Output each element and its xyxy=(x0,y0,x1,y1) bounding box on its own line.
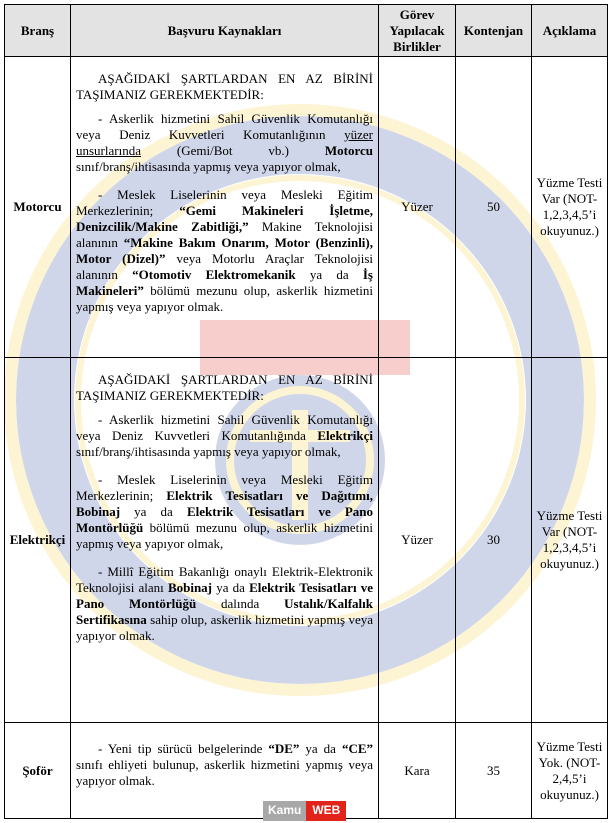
gorev-cell: Yüzer xyxy=(379,57,456,358)
recruitment-table xyxy=(4,4,608,819)
requirement-item: - Askerlik hizmetini Sahil Güvenlik Komutanlığı veya Deniz Kuvvetleri Komutanlığında Elektrikçi sınıf/branş/ihtisasında yapmış veya yapıyor olmak, xyxy=(76,412,373,459)
gorev-cell: Kara xyxy=(379,723,456,819)
requirement-item: - Meslek Liselerinin veya Mesleki Eğitim Merkezlerinin; Elektrik Tesisatları ve Dağıtımı, Bobinaj ya da Elektrik Tesisatları ve Pano Montörlüğü bölümü mezunu olup, askerlik hizmetini yapmış veya yapıyor olmak, xyxy=(76,472,374,551)
requirement-item: - Millî Eğitim Bakanlığı onaylı Elektrik-Elektronik Teknolojisi alanı Bobinaj ya da Elektrik Tesisatları ve Pano Montörlüğü dalında Ustalık/Kalfalık Sertifikasına sahip olup, askerlik hizmetini yapmış veya yapıyor olmak. xyxy=(76,564,374,643)
table-row-motorcu xyxy=(5,57,608,358)
header-basvuru-kaynaklari: Başvuru Kaynakları xyxy=(71,5,379,57)
header-brans: Branş xyxy=(5,5,71,57)
brans-cell: Motorcu xyxy=(5,57,71,358)
header-aciklama: Açıklama xyxy=(532,5,608,57)
aciklama-cell: Yüzme Testi Var (NOT-1,2,3,4,5’i okuyunuz.) xyxy=(532,358,608,723)
kontenjan-cell: 30 xyxy=(456,358,532,723)
header-gorev-yapilacak-birlikler: Görev Yapılacak Birlikler xyxy=(379,5,456,57)
aciklama-cell: Yüzme Testi Var (NOT-1,2,3,4,5’i okuyunuz.) xyxy=(532,57,608,358)
requirement-lead: AŞAĞIDAKİ ŞARTLARDAN EN AZ BİRİNİ TAŞIMANIZ GEREKMEKTEDİR: xyxy=(76,71,373,102)
basvuru-cell xyxy=(71,57,379,358)
requirement-lead: AŞAĞIDAKİ ŞARTLARDAN EN AZ BİRİNİ TAŞIMANIZ GEREKMEKTEDİR: xyxy=(76,372,373,403)
aciklama-cell: Yüzme Testi Yok. (NOT-2,4,5’i okuyunuz.) xyxy=(532,723,608,819)
requirement-item: - Askerlik hizmetini Sahil Güvenlik Komutanlığı veya Deniz Kuvvetleri Komutanlığının yüzer unsurlarında (Gemi/Bot vb.) Motorcu sınıf/branş/ihtisasında yapmış veya yapıyor olmak, xyxy=(76,111,373,174)
kamuweb-logo xyxy=(263,801,346,821)
header-row xyxy=(5,5,608,57)
requirement-item: - Meslek Liselerinin veya Mesleki Eğitim Merkezlerinin; “Gemi Makineleri İşletme, Denizcilik/Makine Zabitliği,” Makine Teknolojisi alanının “Makine Bakım Onarım, Motor (Benzinli), Motor (Dizel)” veya Motorlu Araçlar Teknolojisi alanının “Otomotiv Elektromekanik ya da İş Makineleri” bölümü mezunu olup, askerlik hizmetini yapmış veya yapıyor olmak. xyxy=(76,187,373,314)
kontenjan-cell: 35 xyxy=(456,723,532,819)
logo-kamu: Kamu xyxy=(263,801,306,821)
brans-cell: Elektrikçi xyxy=(5,358,71,723)
logo-web: WEB xyxy=(306,801,346,821)
header-kontenjan: Kontenjan xyxy=(456,5,532,57)
kontenjan-cell: 50 xyxy=(456,57,532,358)
requirement-item: - Yeni tip sürücü belgelerinde “DE” ya da “CE” sınıfı ehliyeti bulunup, askerlik hizmetini yapmış veya yapıyor olmak. xyxy=(76,741,373,788)
gorev-cell: Yüzer xyxy=(379,358,456,723)
table-row-elektrikci xyxy=(5,358,608,723)
brans-cell: Şoför xyxy=(5,723,71,819)
basvuru-cell xyxy=(71,358,379,723)
